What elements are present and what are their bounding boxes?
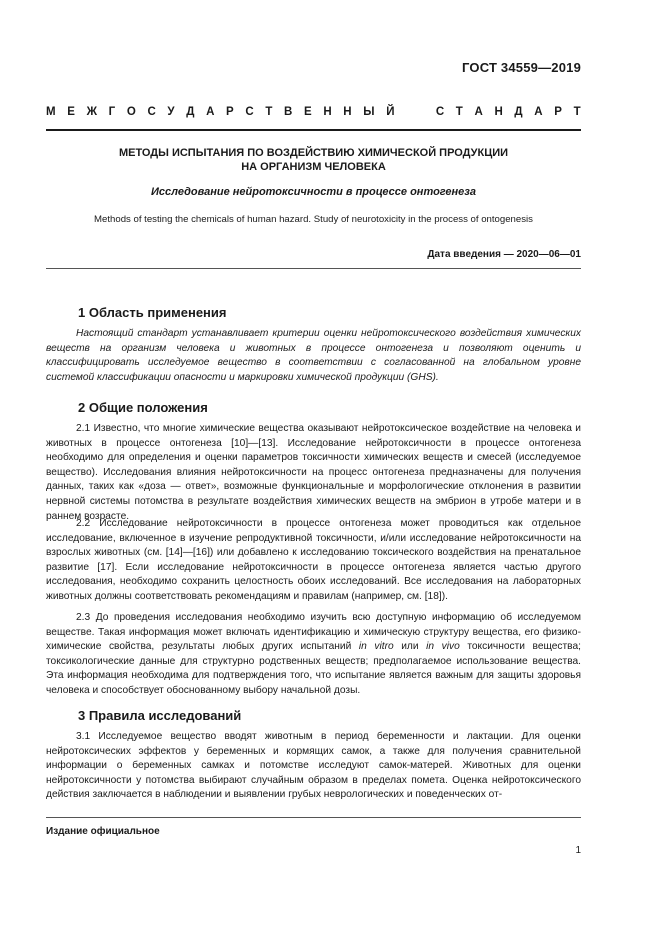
standard-heading-letter: Т bbox=[455, 106, 463, 118]
standard-heading-letter: Е bbox=[67, 106, 75, 118]
standard-type-heading bbox=[46, 106, 581, 118]
standard-heading-letter: У bbox=[167, 106, 175, 118]
standard-heading-letter: Д bbox=[186, 106, 195, 118]
standard-heading-letter: С bbox=[435, 106, 445, 118]
paragraph-2-2: 2.2 Исследование нейротоксичности в процессе онтогенеза может проводиться как отдельное исследование, включенное в изучение репродуктивной токсичности, и/или исследование нейротоксичности на взрослых животных (см. [14]—[16]) или добавлено к исследованию токсического воздействия на пренатальное развитие [17]. Если исследование нейротоксичности в процессе онтогенеза является частью другого исследования, необходимо сохранить целостность обоих исследований. Все исследования на лабораторных животных должны соответствовать рекомендациям и правилам (например, см. [18]). bbox=[46, 518, 581, 602]
standard-heading-letter: С bbox=[147, 106, 156, 118]
document-title bbox=[46, 146, 581, 174]
standard-heading-letter: М bbox=[46, 106, 56, 118]
standard-heading-letter: С bbox=[245, 106, 254, 118]
standard-heading-letter bbox=[406, 106, 409, 118]
paragraph-2-3-part-a: 2.3 До проведения исследования необходимо изучить всю доступную информацию об исследуемом веществе. Такая информация может включать идентификацию и химическую структуру вещества, его физико-химические свойства, результаты любых других испытаний bbox=[46, 612, 581, 653]
standard-heading-letter: Ж bbox=[86, 106, 97, 118]
standard-heading-letter: Д bbox=[514, 106, 523, 118]
page-number: 1 bbox=[575, 845, 581, 856]
standard-heading-letter: А bbox=[206, 106, 215, 118]
standard-heading-letter: Т bbox=[573, 106, 581, 118]
standard-heading-letter: А bbox=[474, 106, 483, 118]
title-line-1: МЕТОДЫ ИСПЫТАНИЯ ПО ВОЗДЕЙСТВИЮ ХИМИЧЕСКОЙ ПРОДУКЦИИ bbox=[118, 147, 509, 159]
paragraph-3-1: 3.1 Исследуемое вещество вводят животным в период беременности и лактации. Для оценки нейротоксических эффектов у беременных и кормящих самок, а также для получения сравнительной информации о беременных самках и потомстве исследуют самок-матерей. Животных для оценки нейротоксичности у потомства выбирают случайным образом в пределах помета. Оценка нейротоксического действия заключается в наблюдении и выявлении грубых неврологических и поведенческих от- bbox=[46, 731, 581, 801]
edition-label: Издание официальное bbox=[46, 826, 160, 837]
standard-heading-letter: Ы bbox=[363, 106, 375, 118]
standard-heading-letter: А bbox=[534, 106, 543, 118]
section-2-heading: 2 Общие положения bbox=[78, 400, 208, 415]
standard-heading-letter: О bbox=[126, 106, 136, 118]
paragraph-2-3 bbox=[46, 611, 581, 699]
standard-heading-letter: Н bbox=[323, 106, 332, 118]
standard-heading-letter: Г bbox=[108, 106, 116, 118]
standard-heading-letter: Е bbox=[304, 106, 312, 118]
standard-heading-letter: Н bbox=[494, 106, 503, 118]
paragraph-2-3-or: или bbox=[393, 641, 427, 653]
section-1-paragraph: Настоящий стандарт устанавливает критерии оценки нейротоксического воздействия химических веществ на организм человека и животных в процессе онтогенеза и позволяют оценить и классифицировать исследуемое вещество в соответствии с согласованной на глобальном уровне системой классификации опасности и маркировки химической продукции (GHS). bbox=[46, 328, 581, 383]
section-1-heading: 1 Область применения bbox=[78, 305, 227, 320]
intro-date: Дата введения — 2020—06—01 bbox=[427, 249, 581, 260]
title-rule bbox=[46, 268, 581, 269]
gost-number: ГОСТ 34559—2019 bbox=[462, 60, 581, 75]
header-rule bbox=[46, 129, 581, 131]
standard-heading-letter: Р bbox=[226, 106, 234, 118]
title-line-2: НА ОРГАНИЗМ ЧЕЛОВЕКА bbox=[241, 161, 386, 173]
standard-heading-letter: Р bbox=[554, 106, 562, 118]
term-in-vivo: in vivo bbox=[426, 641, 460, 653]
standard-heading-letter: Н bbox=[343, 106, 352, 118]
standard-heading-letter: Й bbox=[386, 106, 395, 118]
footer-rule bbox=[46, 817, 581, 818]
section-3-heading: 3 Правила исследований bbox=[78, 708, 242, 723]
standard-heading-letter: В bbox=[284, 106, 293, 118]
english-title: Methods of testing the chemicals of human hazard. Study of neurotoxicity in the process of ontogenesis bbox=[94, 214, 533, 225]
document-subtitle: Исследование нейротоксичности в процессе онтогенеза bbox=[150, 186, 477, 198]
standard-heading-letter bbox=[421, 106, 424, 118]
term-in-vitro: in vitro bbox=[358, 641, 394, 653]
paragraph-2-1: 2.1 Известно, что многие химические вещества оказывают нейротоксическое воздействие на человека и животных в процессе онтогенеза [10]—[13]. Исследование нейротоксичности в процессе онтогенеза необходимо для определения и оценки параметров токсичности химических веществ и смесей (исследуемое вещество). Исследования влияния нейротоксичности на процесс онтогенеза предназначены для получения данных, таких как «доза — ответ», возможные функциональные и морфологические отклонения в развитии нервной системы потомства в результате воздействия химических веществ на эмбрион в утробе матери и в раннем возрасте. bbox=[46, 423, 581, 522]
paragraph-2-3-part-b: токсичности вещества; токсикологические данные для структурно родственных веществ; предполагаемое использование вещества. Эта информация необходима для подтверждения того, что испытание является важным для защиты здоровья человека и способствует обоснованному выбору начальной дозы. bbox=[46, 641, 581, 696]
standard-heading-letter: Т bbox=[265, 106, 273, 118]
